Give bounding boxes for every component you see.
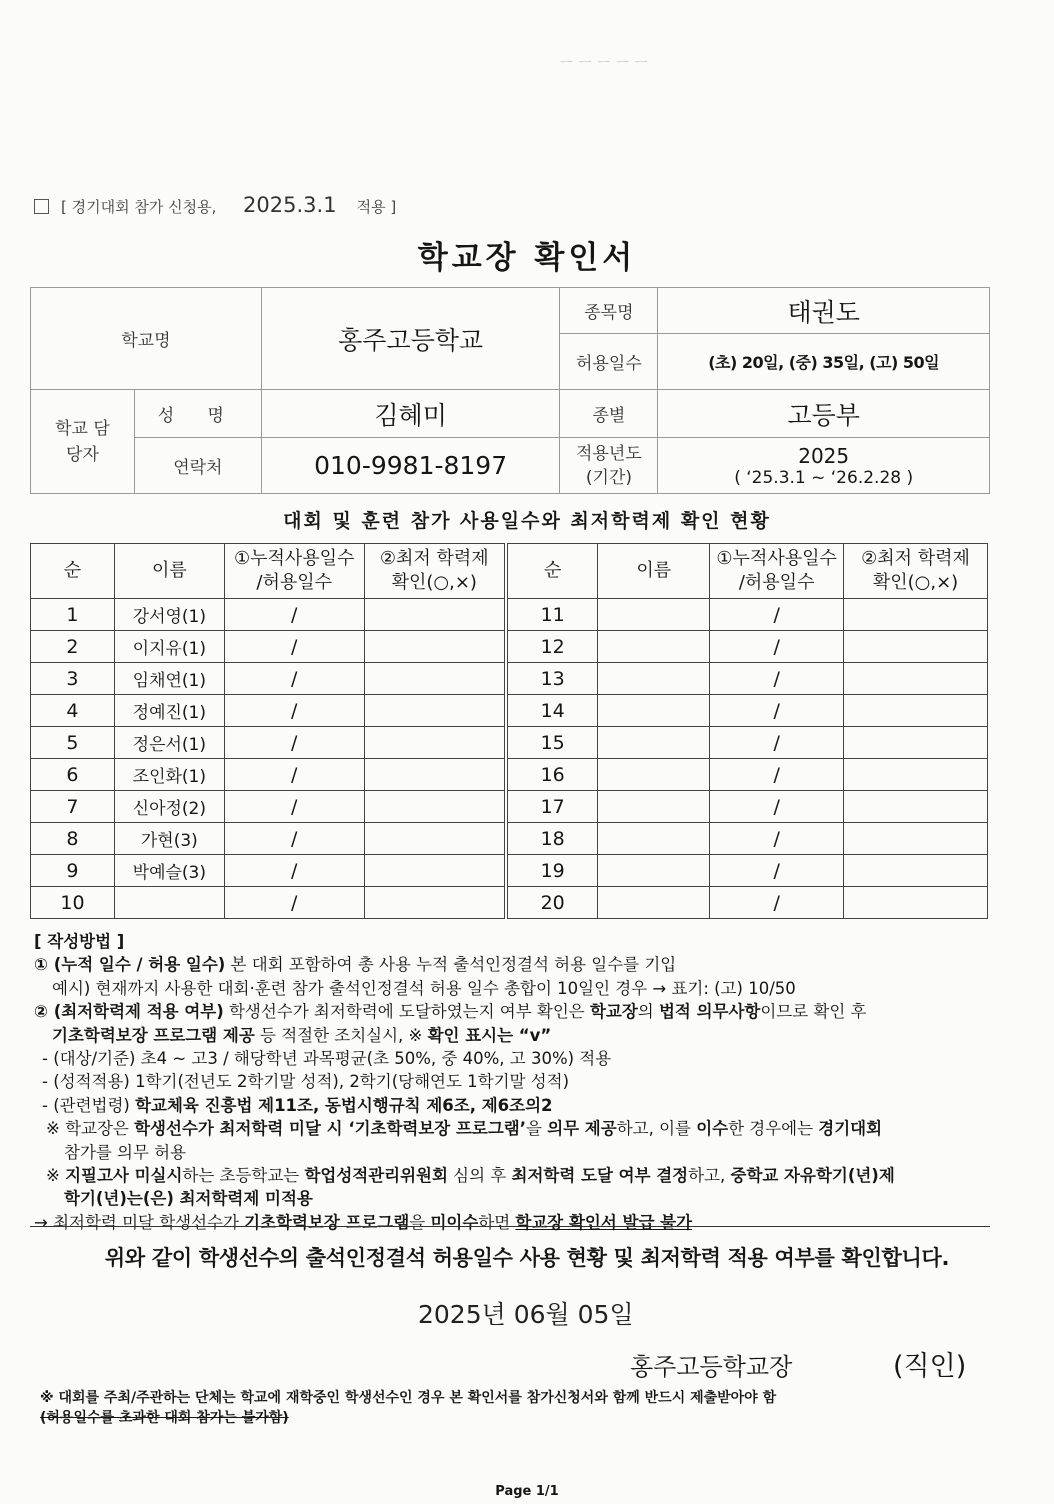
row-check-2 [844, 887, 988, 919]
manager-label: 학교 담당자 [31, 390, 135, 494]
year-value [658, 438, 990, 494]
header-check2-line1: ②최저 학력제 [861, 548, 970, 569]
instr-heading-text: [ 작성방법 ] [34, 932, 125, 951]
instr-line-12 [34, 1211, 994, 1234]
header-days2-line1: ①누적사용일수 [716, 548, 837, 569]
row-name-2 [598, 823, 710, 855]
instr-l8e: 하고, 이를 [616, 1119, 697, 1139]
table-row [31, 855, 988, 887]
instr-l4a: 기초학력보장 프로그램 제공 [52, 1025, 255, 1045]
row-check-2 [844, 599, 988, 631]
table-row [31, 887, 988, 919]
row-check-2 [844, 727, 988, 759]
row-check-2 [844, 759, 988, 791]
instr-l8b: 학생선수가 최저학력 미달 시 ‘기초학력보장 프로그램’ [134, 1119, 526, 1139]
instr-line-4 [34, 1024, 994, 1047]
header-check-2 [844, 544, 988, 599]
footnote-line-2: (허용일수를 초과한 대회 참가는 불가함) [40, 1410, 289, 1426]
row-days-2: / [710, 631, 844, 663]
row-check-2 [844, 663, 988, 695]
instr-l3e: 법적 의무사항 [658, 1002, 761, 1022]
row-no: 4 [31, 695, 115, 727]
year-label-line2: (기간) [585, 467, 632, 488]
row-no-2: 16 [506, 759, 598, 791]
header-name: 이름 [114, 544, 224, 599]
row-days: / [224, 855, 364, 887]
row-days-2: / [710, 759, 844, 791]
instructions [34, 930, 994, 1234]
row-days: / [224, 887, 364, 919]
row-check-2 [844, 823, 988, 855]
instr-l3b: 학생선수가 최저학력에 도달하였는지 여부 확인은 [223, 1002, 590, 1022]
instr-l8h: 경기대회 [818, 1119, 883, 1139]
instr-l3d: 의 [637, 1002, 659, 1022]
header-no: 순 [31, 544, 115, 599]
category-label: 종별 [560, 390, 658, 438]
header-days2-line2: /허용일수 [738, 572, 815, 593]
row-no-2: 14 [506, 695, 598, 727]
table-row [31, 631, 988, 663]
instr-line-3 [34, 1000, 994, 1023]
row-no: 6 [31, 759, 115, 791]
form-header-date: 2025.3.1 [243, 193, 337, 217]
row-name: 임채연(1) [114, 663, 224, 695]
document-title: 학교장 확인서 [417, 240, 637, 276]
instr-l12d: 미이수 [430, 1212, 479, 1232]
table-row [31, 599, 988, 631]
header-days-line2: /허용일수 [256, 572, 332, 593]
year-value-year: 2025 [798, 443, 850, 468]
row-check [364, 791, 506, 823]
instr-l4d: “v” [513, 1025, 552, 1045]
header-check-line2: 확인(○,×) [391, 572, 477, 593]
instr-l12a: → 최저학력 미달 학생선수가 [34, 1212, 245, 1232]
usage-table [30, 543, 988, 919]
category-value: 고등부 [658, 390, 990, 438]
row-no-2: 19 [506, 855, 598, 887]
row-no-2: 20 [506, 887, 598, 919]
header-days [224, 544, 364, 599]
instr-l7a: - (관련법령) [42, 1095, 136, 1115]
row-check [364, 759, 506, 791]
top-stamp: ㅡ ㅡ ㅡ ㅡ ㅡ [560, 56, 649, 71]
instr-line-9: 참가를 의무 허용 [64, 1142, 187, 1162]
event-label: 종목명 [560, 288, 658, 334]
form-header-suffix: 적용 ] [356, 198, 397, 216]
row-name-2 [598, 759, 710, 791]
row-check [364, 631, 506, 663]
instr-l4b: 등 적절한 조치실시, ※ [254, 1025, 428, 1045]
instr-line-8 [34, 1117, 994, 1140]
row-name-2 [598, 631, 710, 663]
instr-line-11 [34, 1187, 994, 1210]
allowed-days-label: 허용일수 [560, 334, 658, 390]
instr-l3f: 이므로 확인 후 [760, 1002, 867, 1022]
form-header-prefix: [ 경기대회 참가 신청용, [61, 198, 217, 216]
row-no: 5 [31, 727, 115, 759]
row-check [364, 663, 506, 695]
row-name [114, 887, 224, 919]
row-no-2: 13 [506, 663, 598, 695]
instr-l10g: 하고, [688, 1166, 731, 1186]
instr-l8a: ※ 학교장은 [46, 1119, 135, 1139]
instr-l10f: 최저학력 도달 여부 결정 [511, 1166, 689, 1186]
row-no: 3 [31, 663, 115, 695]
row-days: / [224, 663, 364, 695]
contact-label: 연락처 [134, 438, 261, 494]
contact-value: 010-9981-8197 [261, 438, 560, 494]
header-days-2 [710, 544, 844, 599]
instr-l11: 학기(년)는(은) 최저학력제 미적용 [64, 1189, 313, 1209]
header-check2-line2: 확인(○,×) [872, 572, 959, 593]
row-name-2 [598, 663, 710, 695]
name-value: 김혜미 [261, 390, 560, 438]
header-check [364, 544, 506, 599]
event-value: 태권도 [658, 288, 990, 334]
row-check [364, 727, 506, 759]
instr-l8d: 의무 제공 [547, 1119, 617, 1139]
footnote [40, 1388, 1020, 1428]
header-check-line1: ②최저 학력제 [379, 548, 489, 569]
instr-l10d: 학업성적관리위원회 [304, 1166, 448, 1186]
instr-l4c: 확인 표시는 [427, 1025, 514, 1045]
row-name: 가현(3) [114, 823, 224, 855]
instr-l8f: 이수 [696, 1119, 729, 1139]
year-label-line1: 적용년도 [576, 443, 642, 464]
header-days-line1: ①누적사용일수 [233, 548, 355, 569]
row-days-2: / [710, 599, 844, 631]
table-row [31, 823, 988, 855]
row-days: / [224, 823, 364, 855]
instr-l10c: 하는 초등학교는 [182, 1166, 305, 1186]
instr-l12c: 을 [409, 1212, 431, 1232]
row-days-2: / [710, 663, 844, 695]
school-label: 학교명 [31, 288, 262, 390]
row-name: 강서영(1) [114, 599, 224, 631]
row-days: / [224, 727, 364, 759]
instr-l10h: 중학교 자유학기(년)제 [730, 1166, 895, 1186]
row-name-2 [598, 855, 710, 887]
instr-l10b: 지필고사 미실시 [65, 1166, 183, 1186]
row-no: 8 [31, 823, 115, 855]
issue-date: 2025년 06월 05일 [418, 1300, 634, 1329]
row-no-2: 15 [506, 727, 598, 759]
row-days-2: / [710, 727, 844, 759]
row-days: / [224, 695, 364, 727]
instr-l8g: 한 경우에는 [728, 1119, 819, 1139]
row-name-2 [598, 695, 710, 727]
instr-line-7 [34, 1094, 994, 1117]
instr-l12f: 학교장 확인서 발급 불가 [515, 1212, 693, 1232]
row-no: 2 [31, 631, 115, 663]
row-days: / [224, 631, 364, 663]
instr-line-1 [34, 953, 994, 976]
instr-l8c: 을 [526, 1119, 548, 1139]
row-name-2 [598, 887, 710, 919]
row-name-2 [598, 791, 710, 823]
table-row [31, 663, 988, 695]
row-days: / [224, 791, 364, 823]
principal-name: 홍주고등학교장 [630, 1353, 793, 1381]
row-name: 신아정(2) [114, 791, 224, 823]
divider [30, 1226, 990, 1227]
instr-line-5: - (대상/기준) 초4 ~ 고3 / 해당학년 과목평균(초 50%, 중 40%, 고 30%) 적용 [42, 1049, 612, 1069]
instr-line-10 [34, 1164, 994, 1187]
row-check [364, 887, 506, 919]
table-row [31, 759, 988, 791]
official-seal: (직인) [893, 1351, 967, 1382]
row-name: 박예슬(3) [114, 855, 224, 887]
instr-heading [34, 930, 994, 953]
year-value-period: ( ‘25.3.1 ~ ‘26.2.28 ) [734, 467, 914, 488]
row-no: 10 [31, 887, 115, 919]
name-label: 성 명 [134, 390, 261, 438]
form-header [34, 193, 396, 217]
instr-line-2: 예시) 현재까지 사용한 대회·훈련 참가 출석인정결석 허용 일수 총합이 10일인 경우 → 표기: (고) 10/50 [52, 978, 796, 998]
row-check [364, 823, 506, 855]
row-check [364, 695, 506, 727]
row-days-2: / [710, 791, 844, 823]
row-no-2: 18 [506, 823, 598, 855]
usage-header-row [31, 544, 988, 599]
row-name: 이지유(1) [114, 631, 224, 663]
instr-l3a: ② (최저학력제 적용 여부) [34, 1002, 224, 1022]
instr-l10a: ※ [46, 1166, 66, 1186]
row-days: / [224, 599, 364, 631]
row-check [364, 855, 506, 887]
row-name-2 [598, 599, 710, 631]
row-days-2: / [710, 887, 844, 919]
row-days-2: / [710, 695, 844, 727]
row-check-2 [844, 855, 988, 887]
school-value: 홍주고등학교 [261, 288, 560, 390]
row-check-2 [844, 695, 988, 727]
instr-l3c: 학교장 [589, 1002, 638, 1022]
instr-line-6: - (성적적용) 1학기(전년도 2학기말 성적), 2학기(당해연도 1학기말 성적) [42, 1072, 570, 1092]
footnote-line-1: ※ 대회를 주최/주관하는 단체는 학교에 재학중인 학생선수인 경우 본 확인서를 참가신청서와 함께 반드시 제출받아야 함 [40, 1390, 777, 1406]
instr-l1b: 본 대회 포함하여 총 사용 누적 출석인정결석 허용 일수를 기입 [225, 955, 677, 975]
row-no-2: 17 [506, 791, 598, 823]
row-check [364, 599, 506, 631]
instr-l1a: ① (누적 일수 / 허용 일수) [34, 955, 226, 975]
row-name: 정은서(1) [114, 727, 224, 759]
row-no-2: 11 [506, 599, 598, 631]
row-name-2 [598, 727, 710, 759]
row-check-2 [844, 631, 988, 663]
section-title: 대회 및 훈련 참가 사용일수와 최저학력제 확인 현황 [283, 510, 771, 532]
allowed-days-value: (초) 20일, (중) 35일, (고) 50일 [658, 334, 990, 390]
instr-l7b: 학교체육 진흥법 제11조, 동법시행규칙 제6조, 제6조의2 [135, 1095, 553, 1115]
year-label [560, 438, 658, 494]
header-name-2: 이름 [598, 544, 710, 599]
row-no-2: 12 [506, 631, 598, 663]
table-row [31, 727, 988, 759]
info-table [30, 287, 990, 494]
table-row [31, 791, 988, 823]
header-no-2: 순 [506, 544, 598, 599]
page-number: Page 1/1 [495, 1484, 559, 1499]
table-row [31, 695, 988, 727]
instr-l10e: 심의 후 [447, 1166, 512, 1186]
row-name: 정예진(1) [114, 695, 224, 727]
usage-body [31, 599, 988, 919]
row-no: 9 [31, 855, 115, 887]
instr-l12e: 하면 [478, 1212, 516, 1232]
instr-l12b: 기초학력보장 프로그램 [244, 1212, 410, 1232]
row-no: 7 [31, 791, 115, 823]
checkbox-icon [34, 199, 49, 214]
row-name: 조인화(1) [114, 759, 224, 791]
confirmation-text: 위와 같이 학생선수의 출석인정결석 허용일수 사용 현황 및 최저학력 적용 여부를 확인합니다. [104, 1246, 950, 1270]
row-days-2: / [710, 823, 844, 855]
row-days-2: / [710, 855, 844, 887]
row-check-2 [844, 791, 988, 823]
row-no: 1 [31, 599, 115, 631]
row-days: / [224, 759, 364, 791]
